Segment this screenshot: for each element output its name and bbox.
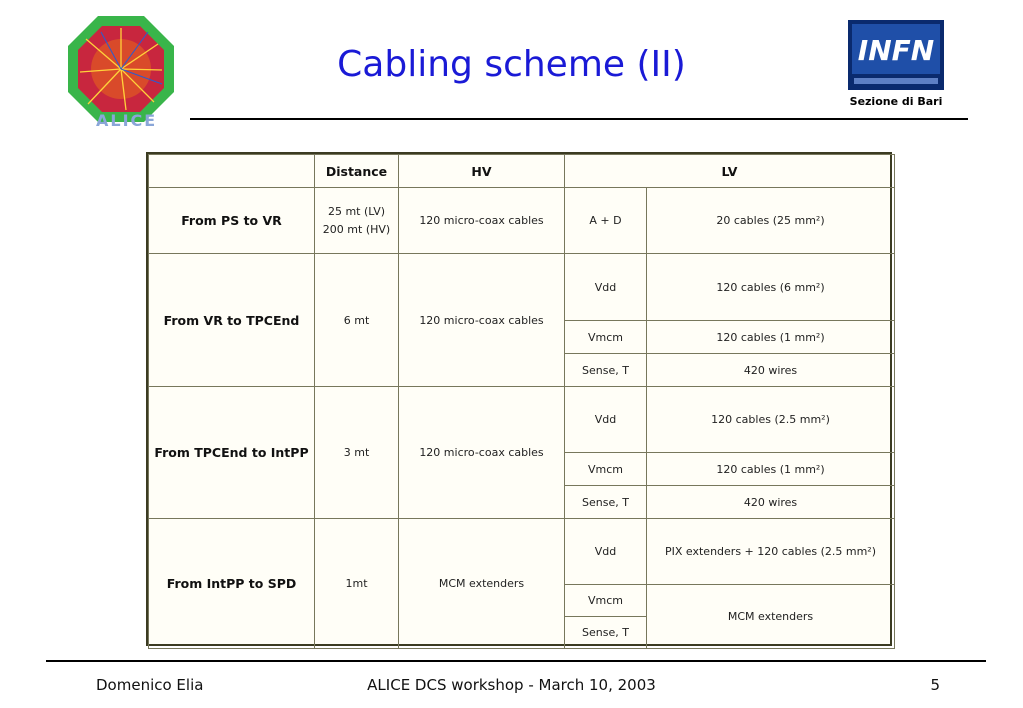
cabling-table <box>146 152 892 646</box>
lv-type-cell: Vdd <box>565 254 647 321</box>
header-hv: HV <box>399 155 565 188</box>
distance-cell: 1mt <box>315 519 399 649</box>
lv-type-cell: Sense, T <box>565 354 647 387</box>
route-cell: From PS to VR <box>149 188 315 254</box>
lv-type-cell: Vdd <box>565 519 647 585</box>
header-route <box>149 155 315 188</box>
distance-line: 25 mt (LV) <box>327 204 386 218</box>
lv-type-cell: Vmcm <box>565 453 647 486</box>
page-number: 5 <box>930 676 940 694</box>
lv-type-cell: Vmcm <box>565 585 647 617</box>
alice-logo-text: ALICE <box>96 111 158 130</box>
route-cell: From VR to TPCEnd <box>149 254 315 387</box>
hv-cell: 120 micro-coax cables <box>399 188 565 254</box>
hv-cell: 120 micro-coax cables <box>399 254 565 387</box>
infn-logo-text: INFN <box>857 34 935 67</box>
route-cell: From IntPP to SPD <box>149 519 315 649</box>
lv-spec-cell: 120 cables (1 mm²) <box>647 321 895 354</box>
title-divider <box>190 118 968 120</box>
lv-spec-cell: 120 cables (1 mm²) <box>647 453 895 486</box>
footer-divider <box>46 660 986 662</box>
page-title: Cabling scheme (II) <box>337 44 686 85</box>
lv-spec-cell: MCM extenders <box>647 585 895 649</box>
distance-cell: 6 mt <box>315 254 399 387</box>
lv-type-cell: Sense, T <box>565 617 647 649</box>
distance-cell: 3 mt <box>315 387 399 519</box>
footer-author: Domenico Elia <box>96 676 204 694</box>
distance-cell <box>315 188 399 254</box>
infn-logo <box>848 20 944 90</box>
lv-spec-cell: PIX extenders + 120 cables (2.5 mm²) <box>647 519 895 585</box>
lv-type-cell: Vmcm <box>565 321 647 354</box>
lv-type-cell: A + D <box>565 188 647 254</box>
footer-event: ALICE DCS workshop - March 10, 2003 <box>367 676 656 694</box>
header-lv: LV <box>565 155 895 188</box>
hv-cell: 120 micro-coax cables <box>399 387 565 519</box>
lv-spec-cell: 120 cables (2.5 mm²) <box>647 387 895 453</box>
route-cell: From TPCEnd to IntPP <box>149 387 315 519</box>
header-distance: Distance <box>315 155 399 188</box>
lv-spec-cell: 420 wires <box>647 486 895 519</box>
lv-spec-cell: 120 cables (6 mm²) <box>647 254 895 321</box>
lv-type-cell: Sense, T <box>565 486 647 519</box>
distance-line: 200 mt (HV) <box>322 222 391 236</box>
lv-spec-cell: 20 cables (25 mm²) <box>647 188 895 254</box>
lv-type-cell: Vdd <box>565 387 647 453</box>
hv-cell: MCM extenders <box>399 519 565 649</box>
infn-caption: Sezione di Bari <box>849 95 943 108</box>
lv-spec-cell: 420 wires <box>647 354 895 387</box>
